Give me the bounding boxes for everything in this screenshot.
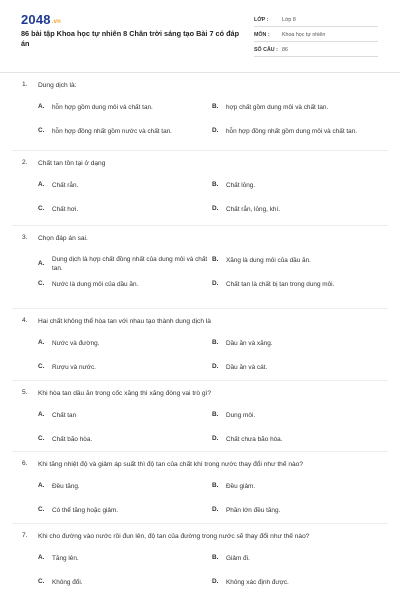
question-number: 1. [22,81,28,88]
option-label: D. [212,506,219,513]
option-text: hỗn hợp đồng nhất gồm nước và chất tan. [52,128,172,135]
option-text: Chất hơi. [52,206,79,213]
option-text: Tăng lên. [52,555,79,562]
option-label: D. [212,435,219,442]
option-text: Không xác định được. [226,579,289,586]
question-number: 5. [22,389,28,396]
site-logo[interactable] [21,12,61,27]
option-label: C. [38,506,45,513]
option-text: Chất bão hòa. [52,436,93,443]
option-text: Dầu ăn và xăng. [226,340,273,347]
option-text: Chất rắn. [52,182,79,189]
question-number: 4. [22,317,28,324]
option-label: A. [38,482,45,489]
option-text: Dung dịch là hợp chất đồng nhất của dung môi và chất tan. [52,256,208,272]
option-label: D. [212,205,219,212]
option-label: C. [38,578,45,585]
question-number: 6. [22,460,28,467]
option-text: Chất tan là chất bị tan trong dung môi. [226,281,335,288]
option-label: B. [212,411,219,418]
option-text: Xăng là dung môi của dầu ăn. [226,257,311,264]
option-text: Nước là dung môi của dầu ăn. [52,281,139,288]
option-label: A. [38,103,45,110]
question-number: 3. [22,234,28,241]
option-text: Có thể tăng hoặc giảm. [52,507,119,514]
option-label: B. [212,339,219,346]
option-text: Rượu và nước. [52,364,96,371]
option-label: D. [212,127,219,134]
meta-value: 86 [282,47,288,53]
question-separator [12,523,388,524]
question-text: Dung dịch là: [38,82,77,89]
option-text: hợp chất gồm dung môi và chất tan. [226,104,329,111]
question-text: Khi cho đường vào nước rồi đun lên, độ tan của đường trong nước sẽ thay đổi như thế nào? [38,533,310,540]
question-separator [12,451,388,452]
option-text: Dầu ăn và cát. [226,364,268,371]
option-label: C. [38,363,45,370]
question-separator [12,150,388,151]
option-text: Phần lớn đều tăng. [226,507,281,514]
question-text: Khi hòa tan dầu ăn trong cốc xăng thì xăng đóng vai trò gì? [38,390,212,397]
question-separator [12,308,388,309]
option-text: Chất rắn, lỏng, khí. [226,206,280,213]
option-label: C. [38,280,45,287]
question-text: Chất tan tồn tại ở dạng [38,160,106,167]
option-text: Nước và đường. [52,340,100,347]
option-label: A. [38,554,45,561]
option-text: Không đổi. [52,579,83,586]
option-text: Chất tan [52,412,77,419]
option-label: A. [38,339,45,346]
option-label: A. [38,260,45,267]
option-label: B. [212,181,219,188]
option-label: C. [38,205,45,212]
option-label: B. [212,256,219,263]
option-label: C. [38,435,45,442]
meta-key: MÔN : [254,32,270,38]
option-label: D. [212,363,219,370]
header-divider [0,72,400,73]
meta-row-subject [254,29,378,42]
option-text: Dung môi. [226,412,256,419]
option-label: D. [212,578,219,585]
option-label: A. [38,411,45,418]
option-label: B. [212,554,219,561]
option-label: D. [212,280,219,287]
logo-text: 2048 [21,12,51,27]
option-text: hỗn hợp đồng nhất gồm dung môi và chất tan. [226,128,358,135]
meta-row-class [254,14,378,27]
logo-suffix: .vn [51,19,62,25]
question-text: Hai chất không thể hòa tan với nhau tạo thành dung dịch là [38,318,211,325]
option-text: Giảm đi. [226,555,250,562]
document-title: 86 bài tập Khoa học tự nhiên 8 Chân trời sáng tạo Bài 7 có đáp án [21,29,240,48]
option-text: Chất chưa bão hòa. [226,436,283,443]
question-number: 7. [22,532,28,539]
option-label: B. [212,103,219,110]
question-number: 2. [22,159,28,166]
meta-key: LỚP : [254,17,269,23]
question-text: Chọn đáp án sai. [38,235,88,242]
question-text: Khi tăng nhiệt độ và giảm áp suất thì độ tan của chất khí trong nước thay đổi như thế nào? [38,461,303,468]
question-separator [12,225,388,226]
question-separator [12,380,388,381]
option-text: hỗn hợp gồm dung môi và chất tan. [52,104,153,111]
option-label: A. [38,181,45,188]
option-text: Đều tăng. [52,483,80,490]
option-text: Chất lỏng. [226,182,256,189]
option-label: B. [212,482,219,489]
option-text: Đều giảm. [226,483,256,490]
option-label: C. [38,127,45,134]
meta-key: SỐ CÂU : [254,47,278,53]
meta-value: Lớp 8 [282,17,296,23]
page-header [0,0,400,66]
meta-row-count [254,44,378,57]
meta-value: Khoa học tự nhiên [282,32,326,38]
